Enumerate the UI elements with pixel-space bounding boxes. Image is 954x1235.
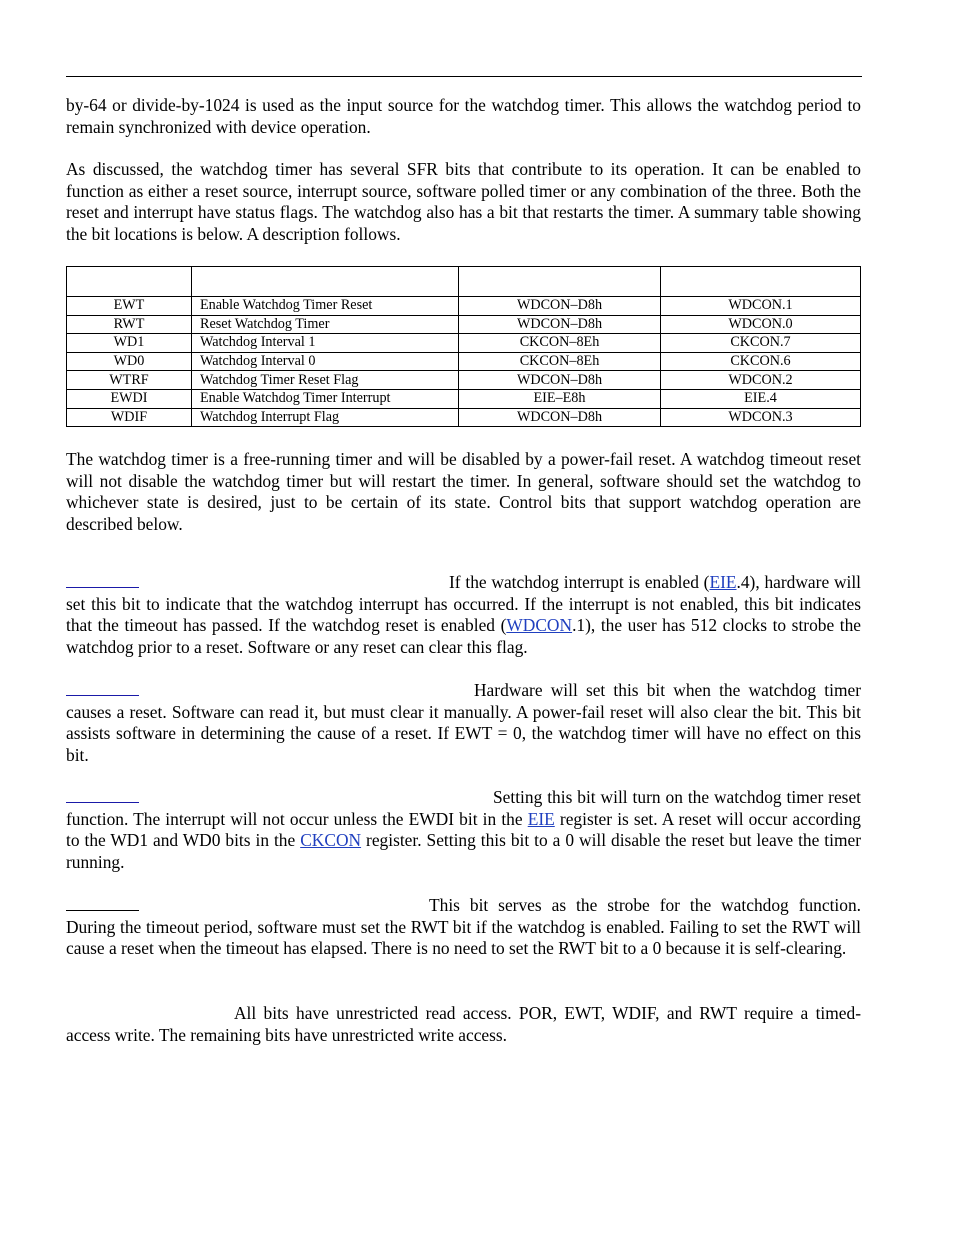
header-cell-location [661,267,861,297]
ewt-heading-link[interactable] [66,801,139,803]
table-row [67,371,861,390]
table-row [67,408,861,427]
bit-name-cell: WD1 [67,334,192,353]
header-cell-bit [67,267,192,297]
bit-location-cell: CKCON.7 [661,334,861,353]
register-cell: WDCON–D8h [459,315,661,334]
operation-paragraph: The watchdog timer is a free-running timer and will be disabled by a power-fail reset. A watchdog timeout reset will not disable the watchdog timer but will restart the timer. In general, software should set the watchdog to whichever state is desired, just to be certain of its state. Control bits that support watchdog operation are described below. [66,449,861,534]
access-text: All bits have unrestricted read access. POR, EWT, WDIF, and RWT require a timed-access write. The remaining bits have unrestricted write access. [66,1003,861,1045]
eie-link[interactable]: EIE [709,572,737,592]
header-cell-register [459,267,661,297]
ewt-text-a: Setting this bit will turn on the watchdog timer reset function. The interrupt will not occur unless the EWDI bit in the [66,787,861,829]
bit-name-cell: WD0 [67,352,192,371]
register-cell: WDCON–D8h [459,297,661,316]
bit-location-cell: WDCON.0 [661,315,861,334]
rwt-heading-underline [66,909,139,911]
intro-paragraph-1: by-64 or divide-by-1024 is used as the input source for the watchdog timer. This allows the watchdog period to remain synchronized with device operation. [66,95,861,137]
wtrf-section [66,680,861,766]
bit-description-cell: Reset Watchdog Timer [192,315,459,334]
table-header-row [67,267,861,297]
bit-name-cell: WDIF [67,408,192,427]
register-cell: WDCON–D8h [459,408,661,427]
table-row [67,334,861,353]
wdcon-link[interactable]: WDCON [506,615,573,635]
ewt-section [66,787,861,873]
register-cell: WDCON–D8h [459,371,661,390]
wdif-text-b: .4), hardware will set this bit to indicate that the watchdog interrupt has occurred. If the interrupt is not enabled, this bit indicates that the timeout has passed. If the watchdog reset is enabled ( [66,572,861,635]
intro-paragraph-2: As discussed, the watchdog timer has several SFR bits that contribute to its operation. It can be enabled to function as either a reset source, interrupt source, software polled timer or any combination of the three. Both the reset and interrupt have status flags. The watchdog also has a bit that restarts the timer. A summary table showing the bit locations is below. A description follows. [66,159,861,244]
table-row [67,315,861,334]
watchdog-bit-summary-table [66,266,861,427]
rwt-text: This bit serves as the strobe for the watchdog function. During the timeout period, software must set the RWT bit if the watchdog is enabled. Failing to set the RWT will cause a reset when the timeout has elapsed. There is no need to set the RWT bit to a 0 because it is self-clearing. [66,895,861,958]
wdif-text-c: .1), the user has 512 clocks to strobe the watchdog prior to a reset. Software or any reset can clear this flag. [66,615,861,657]
header-cell-description [192,267,459,297]
bit-location-cell: CKCON.6 [661,352,861,371]
wdif-text-a: If the watchdog interrupt is enabled ( [449,572,710,592]
table-row [67,389,861,408]
bit-location-cell: WDCON.3 [661,408,861,427]
ewt-text-c: register. Setting this bit to a 0 will disable the reset but leave the timer running. [66,830,861,872]
bit-location-cell: WDCON.2 [661,371,861,390]
bit-description-cell: Watchdog Interrupt Flag [192,408,459,427]
bit-description-cell: Enable Watchdog Timer Interrupt [192,389,459,408]
ckcon-link[interactable]: CKCON [300,830,362,850]
bit-description-cell: Enable Watchdog Timer Reset [192,297,459,316]
wdif-heading-link[interactable] [66,586,139,588]
register-cell: CKCON–8Eh [459,352,661,371]
wtrf-text: Hardware will set this bit when the watchdog timer causes a reset. Software can read it, but must clear it manually. A power-fail reset will also clear the bit. This bit assists software in determining the cause of a reset. If EWT = 0, the watchdog timer will have no effect on this bit. [66,680,861,765]
bit-name-cell: RWT [67,315,192,334]
bit-name-cell: WTRF [67,371,192,390]
bit-location-cell: WDCON.1 [661,297,861,316]
table-row [67,297,861,316]
access-section [66,1003,861,1046]
wdif-section [66,572,861,658]
bit-description-cell: Watchdog Timer Reset Flag [192,371,459,390]
bit-name-cell: EWDI [67,389,192,408]
wtrf-heading-link[interactable] [66,694,139,696]
bit-name-cell: EWT [67,297,192,316]
ewt-text-b: register is set. A reset will occur according to the WD1 and WD0 bits in the [66,808,861,850]
bit-location-cell: EIE.4 [661,389,861,408]
register-cell: EIE–E8h [459,389,661,408]
register-cell: CKCON–8Eh [459,334,661,353]
eie-link[interactable]: EIE [527,808,555,829]
bit-description-cell: Watchdog Interval 1 [192,334,459,353]
rwt-section [66,895,861,960]
bit-description-cell: Watchdog Interval 0 [192,352,459,371]
header-rule [66,76,862,77]
table-row [67,352,861,371]
